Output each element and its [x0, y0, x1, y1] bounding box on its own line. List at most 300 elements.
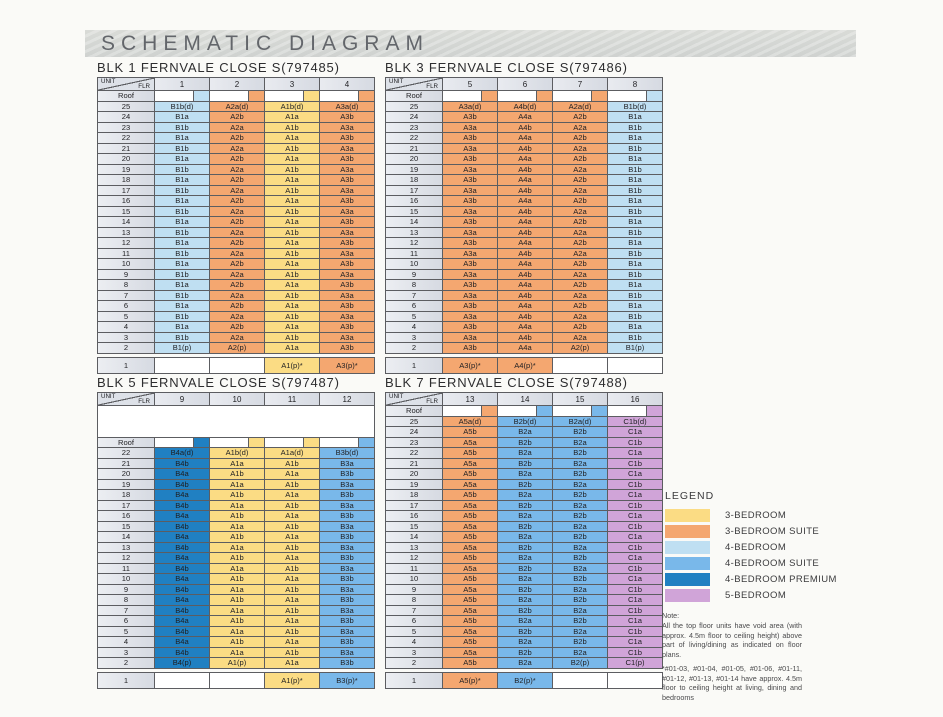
- unit-cell: A2a: [553, 207, 608, 218]
- unit-cell: A2a: [210, 270, 265, 281]
- floor-label: 25: [385, 417, 443, 428]
- unit-cell: A3b: [443, 175, 498, 186]
- legend-title: LEGEND: [665, 490, 715, 502]
- unit-cell: A1a: [265, 574, 320, 585]
- unit-cell: C1b: [608, 522, 663, 533]
- roof-cell: [155, 91, 210, 102]
- unit-cell: B2b: [553, 532, 608, 543]
- unit-cell: A2a: [553, 312, 608, 323]
- unit-cell: A2b: [210, 196, 265, 207]
- unit-cell: A1b: [210, 574, 265, 585]
- unit-cell: A4a: [498, 133, 553, 144]
- unit-cell: A1b: [210, 469, 265, 480]
- floor-label: 3: [385, 648, 443, 659]
- unit-cell: B1a: [608, 301, 663, 312]
- floor-label: 15: [385, 522, 443, 533]
- unit-cell: B2b: [498, 543, 553, 554]
- unit-cell: A1b: [265, 333, 320, 344]
- unit-cell: A2a: [210, 186, 265, 197]
- unit-cell: A4a: [498, 154, 553, 165]
- unit-cell: B1b(d): [155, 102, 210, 113]
- floor-label: 12: [97, 238, 155, 249]
- unit-cell: B4b: [155, 522, 210, 533]
- legend-label: 3-BEDROOM SUITE: [725, 526, 820, 537]
- unit-cell: A1b: [210, 490, 265, 501]
- unit-cell: B2b: [498, 480, 553, 491]
- unit-cell: A3b: [320, 238, 375, 249]
- unit-cell: B1b(d): [608, 102, 663, 113]
- roof-cell: [210, 438, 265, 449]
- unit-cell: B3b: [320, 532, 375, 543]
- floor-label: 2: [385, 343, 443, 354]
- floor-label: 4: [385, 322, 443, 333]
- unit-cell: A5a(d): [443, 417, 498, 428]
- unit-cell: C1(p): [608, 658, 663, 669]
- unit-cell: A5a: [443, 585, 498, 596]
- unit-cell: A1a: [210, 522, 265, 533]
- block-blk5: [97, 375, 375, 689]
- unit-cell: B4a: [155, 595, 210, 606]
- unit-cell: A1a: [210, 606, 265, 617]
- floor-label: 16: [97, 511, 155, 522]
- floor-label: 18: [97, 175, 155, 186]
- unit-cell: A5a: [443, 648, 498, 659]
- legend-swatch: [665, 589, 710, 602]
- unit-cell: A3a: [443, 186, 498, 197]
- floor-label: 5: [97, 627, 155, 638]
- unit-cell: A5b: [443, 553, 498, 564]
- legend-swatch: [665, 557, 710, 570]
- floor-label: 8: [385, 280, 443, 291]
- floor-label: 17: [97, 501, 155, 512]
- unit-cell: A2b: [553, 280, 608, 291]
- floor-label: 2: [385, 658, 443, 669]
- unit-cell: B1a: [155, 175, 210, 186]
- unit-cell: B1a: [608, 322, 663, 333]
- unit-cell: A3a: [443, 312, 498, 323]
- floor-label: 10: [385, 259, 443, 270]
- unit-header: 7: [553, 77, 608, 91]
- unit-cell: A1b: [210, 511, 265, 522]
- unit-cell: B3b: [320, 616, 375, 627]
- unit-cell: [608, 672, 663, 689]
- unit-cell: B2a: [553, 606, 608, 617]
- unit-cell: B2b: [498, 501, 553, 512]
- unit-cell: A2b: [553, 322, 608, 333]
- unit-cell: A4b: [498, 207, 553, 218]
- unit-cell: A1b: [265, 123, 320, 134]
- floor-label: 6: [97, 616, 155, 627]
- unit-cell: A1a: [210, 585, 265, 596]
- legend-label: 5-BEDROOM: [725, 590, 787, 601]
- unit-cell: A1b: [265, 144, 320, 155]
- unit-cell: A1a: [265, 133, 320, 144]
- unit-cell: A2a: [210, 312, 265, 323]
- unit-header: 8: [608, 77, 663, 91]
- unit-cell: A3a: [320, 165, 375, 176]
- unit-cell: C1a: [608, 427, 663, 438]
- unit-cell: A1b: [265, 270, 320, 281]
- roof-cell: [608, 91, 663, 102]
- unit-cell: A5b: [443, 658, 498, 669]
- legend-swatch: [665, 509, 710, 522]
- unit-cell: B1b: [155, 207, 210, 218]
- unit-cell: A5a: [443, 543, 498, 554]
- unit-cell: A4a: [498, 196, 553, 207]
- unit-cell: B2a: [498, 595, 553, 606]
- unit-cell: [210, 672, 265, 689]
- unit-cell: A4b: [498, 186, 553, 197]
- unit-cell: A3a: [320, 270, 375, 281]
- unit-cell: B1b: [608, 207, 663, 218]
- unit-cell: B2b: [553, 595, 608, 606]
- floor-label: 9: [97, 270, 155, 281]
- unit-cell: A3a: [320, 249, 375, 260]
- unit-flr-corner: [385, 392, 443, 406]
- unit-cell: B4a: [155, 469, 210, 480]
- floor-label: 3: [97, 333, 155, 344]
- unit-cell: C1b: [608, 438, 663, 449]
- floor-label: 6: [385, 616, 443, 627]
- unit-cell: B3b: [320, 658, 375, 669]
- floor-label: 3: [385, 333, 443, 344]
- unit-cell: B2a: [553, 501, 608, 512]
- unit-cell: B4b: [155, 543, 210, 554]
- unit-cell: A1a: [265, 322, 320, 333]
- floor-label: 22: [385, 448, 443, 459]
- unit-cell: A2b: [553, 154, 608, 165]
- unit-cell: B2a: [498, 658, 553, 669]
- unit-cell: A2a: [553, 249, 608, 260]
- block-blk7: [385, 375, 663, 689]
- unit-flr-corner: [385, 77, 443, 91]
- unit-cell: A4a: [498, 301, 553, 312]
- floor-label: 16: [385, 196, 443, 207]
- unit-cell: A4b: [498, 270, 553, 281]
- unit-cell: B2(p)*: [498, 672, 553, 689]
- floor-label: 9: [97, 585, 155, 596]
- unit-cell: B4b: [155, 627, 210, 638]
- unit-cell: A3b: [443, 322, 498, 333]
- floor-label: 2: [97, 343, 155, 354]
- legend-items: [665, 509, 837, 602]
- unit-cell: A1a: [265, 553, 320, 564]
- unit-cell: A5b: [443, 595, 498, 606]
- unit-cell: A1b: [265, 564, 320, 575]
- floor-label: 14: [385, 532, 443, 543]
- unit-cell: B1b: [608, 312, 663, 323]
- unit-cell: A2b: [210, 112, 265, 123]
- unit-cell: A1b: [265, 606, 320, 617]
- floor-label: 6: [97, 301, 155, 312]
- unit-cell: B3a: [320, 459, 375, 470]
- unit-label: UNIT: [101, 78, 116, 85]
- unit-cell: B4(p): [155, 658, 210, 669]
- unit-cell: B4a: [155, 553, 210, 564]
- unit-cell: A4b: [498, 165, 553, 176]
- floor-label: 7: [97, 606, 155, 617]
- unit-cell: A1b: [210, 553, 265, 564]
- unit-cell: B1b: [155, 228, 210, 239]
- unit-cell: A2b: [553, 217, 608, 228]
- unit-cell: A2a(d): [553, 102, 608, 113]
- unit-cell: A3b: [320, 175, 375, 186]
- roof-color-tab: [646, 406, 662, 416]
- unit-header: 11: [265, 392, 320, 406]
- unit-cell: A1b(d): [265, 102, 320, 113]
- unit-cell: A4a: [498, 112, 553, 123]
- unit-cell: A3a: [320, 312, 375, 323]
- floor-label: 14: [385, 217, 443, 228]
- unit-cell: B1a: [155, 259, 210, 270]
- roof-row-label: Roof: [385, 406, 443, 417]
- floor-label: 14: [97, 217, 155, 228]
- unit-cell: A3b: [443, 259, 498, 270]
- unit-cell: B1a: [608, 175, 663, 186]
- legend-label: 4-BEDROOM: [725, 542, 787, 553]
- unit-cell: A2a: [210, 228, 265, 239]
- unit-cell: B1b: [155, 249, 210, 260]
- unit-header: 4: [320, 77, 375, 91]
- unit-cell: B1b: [608, 333, 663, 344]
- unit-cell: B1b: [608, 186, 663, 197]
- unit-cell: A5a: [443, 480, 498, 491]
- unit-cell: B2a: [553, 585, 608, 596]
- floor-label: 22: [97, 448, 155, 459]
- unit-cell: A2a: [553, 186, 608, 197]
- unit-cell: [155, 672, 210, 689]
- unit-cell: A1b: [210, 595, 265, 606]
- unit-cell: B3b: [320, 595, 375, 606]
- unit-cell: A5(p)*: [443, 672, 498, 689]
- floor-label: 10: [385, 574, 443, 585]
- unit-cell: B2b: [498, 459, 553, 470]
- unit-cell: A1b: [265, 501, 320, 512]
- floor-label: 10: [97, 259, 155, 270]
- unit-cell: A1(p)*: [265, 357, 320, 374]
- unit-cell: B2b: [498, 438, 553, 449]
- floor-label: 15: [97, 522, 155, 533]
- roof-row-label: Roof: [97, 91, 155, 102]
- floor-label: 13: [385, 543, 443, 554]
- floor-label: 23: [385, 438, 443, 449]
- unit-header: 14: [498, 392, 553, 406]
- unit-cell: A3b: [443, 196, 498, 207]
- unit-cell: A1a: [210, 564, 265, 575]
- floor-label: 9: [385, 585, 443, 596]
- unit-label: UNIT: [101, 393, 116, 400]
- unit-cell: A1b: [210, 616, 265, 627]
- unit-cell: B1b: [608, 144, 663, 155]
- unit-cell: B2b: [553, 469, 608, 480]
- roof-cell: [498, 91, 553, 102]
- unit-cell: B3a: [320, 543, 375, 554]
- floor-label: 1: [97, 672, 155, 689]
- unit-cell: A3b: [320, 322, 375, 333]
- unit-cell: A2a: [553, 333, 608, 344]
- unit-cell: B2b: [498, 585, 553, 596]
- unit-cell: A1b: [265, 291, 320, 302]
- unit-cell: B1b: [155, 186, 210, 197]
- unit-cell: A1a: [210, 627, 265, 638]
- floor-label: 22: [97, 133, 155, 144]
- unit-cell: A3a: [320, 228, 375, 239]
- unit-cell: A1b: [265, 480, 320, 491]
- unit-cell: B3b: [320, 490, 375, 501]
- unit-cell: C1a: [608, 616, 663, 627]
- roof-color-tab: [591, 91, 607, 101]
- unit-cell: A1b: [265, 207, 320, 218]
- unit-cell: A4b: [498, 144, 553, 155]
- roof-color-tab: [303, 438, 319, 448]
- unit-cell: B3(p)*: [320, 672, 375, 689]
- unit-cell: C1a: [608, 511, 663, 522]
- unit-cell: A1a: [210, 459, 265, 470]
- floor-label: 6: [385, 301, 443, 312]
- unit-header: 9: [155, 392, 210, 406]
- unit-cell: B2a: [498, 532, 553, 543]
- unit-cell: A1a: [265, 658, 320, 669]
- unit-cell: B3b(d): [320, 448, 375, 459]
- roof-row-label: Roof: [97, 438, 155, 449]
- unit-cell: A1(p)*: [265, 672, 320, 689]
- unit-cell: B4b: [155, 648, 210, 659]
- unit-cell: B1a: [155, 280, 210, 291]
- unit-cell: A1a: [210, 543, 265, 554]
- floor-label: 1: [97, 357, 155, 374]
- unit-cell: B1(p): [155, 343, 210, 354]
- unit-cell: C1b: [608, 564, 663, 575]
- legend-item: [665, 573, 837, 586]
- unit-cell: B4a: [155, 637, 210, 648]
- legend: [665, 490, 837, 605]
- floor-label: 12: [385, 553, 443, 564]
- unit-cell: B4a(d): [155, 448, 210, 459]
- unit-cell: B1a: [155, 196, 210, 207]
- unit-cell: B1a: [608, 217, 663, 228]
- unit-cell: A2b: [210, 259, 265, 270]
- floor-label: 1: [385, 357, 443, 374]
- unit-cell: B3a: [320, 648, 375, 659]
- unit-header: 1: [155, 77, 210, 91]
- unit-cell: A3a: [320, 333, 375, 344]
- unit-cell: B1b: [155, 333, 210, 344]
- unit-cell: B1b: [608, 249, 663, 260]
- unit-cell: B2a: [498, 427, 553, 438]
- floor-label: 7: [385, 291, 443, 302]
- unit-header: 5: [443, 77, 498, 91]
- unit-cell: A1a: [265, 280, 320, 291]
- unit-flr-corner: [97, 392, 155, 406]
- roof-cell: [320, 438, 375, 449]
- unit-cell: A1b: [265, 186, 320, 197]
- unit-cell: A2b: [553, 238, 608, 249]
- unit-cell: C1a: [608, 574, 663, 585]
- roof-cell: [265, 438, 320, 449]
- roof-color-tab: [248, 438, 264, 448]
- floor-label: 18: [385, 175, 443, 186]
- unit-header: 13: [443, 392, 498, 406]
- floor-label: 17: [97, 186, 155, 197]
- unit-cell: A2a: [553, 270, 608, 281]
- unit-cell: A3a(d): [320, 102, 375, 113]
- floor-label: 4: [385, 637, 443, 648]
- floor-label: 20: [385, 154, 443, 165]
- unit-cell: A2b: [210, 133, 265, 144]
- unit-cell: A5b: [443, 427, 498, 438]
- unit-cell: A2a(d): [210, 102, 265, 113]
- unit-header: 2: [210, 77, 265, 91]
- unit-cell: B4b: [155, 585, 210, 596]
- unit-cell: B1b: [608, 270, 663, 281]
- unit-cell: A3a: [320, 291, 375, 302]
- floor-label: 20: [97, 154, 155, 165]
- unit-cell: A2b: [553, 301, 608, 312]
- floor-label: 5: [385, 312, 443, 323]
- roof-cell: [608, 406, 663, 417]
- flr-label: FLR: [426, 398, 438, 405]
- legend-label: 4-BEDROOM SUITE: [725, 558, 820, 569]
- unit-cell: B1a: [155, 133, 210, 144]
- unit-cell: B2a: [498, 574, 553, 585]
- unit-cell: B1a: [155, 217, 210, 228]
- unit-cell: A3b: [320, 112, 375, 123]
- unit-cell: B3a: [320, 606, 375, 617]
- unit-cell: A2a: [210, 144, 265, 155]
- floor-label: 5: [97, 312, 155, 323]
- unit-cell: C1a: [608, 490, 663, 501]
- unit-cell: B2b: [553, 448, 608, 459]
- floor-label: 19: [97, 165, 155, 176]
- unit-cell: A1a: [210, 501, 265, 512]
- unit-cell: B3b: [320, 511, 375, 522]
- block-title: BLK 5 FERNVALE CLOSE S(797487): [97, 375, 340, 390]
- unit-cell: B3a: [320, 522, 375, 533]
- roof-color-tab: [193, 91, 209, 101]
- floor-label: 1: [385, 672, 443, 689]
- unit-cell: A5b: [443, 532, 498, 543]
- flr-label: FLR: [138, 83, 150, 90]
- unit-cell: A2(p): [210, 343, 265, 354]
- unit-cell: A1b: [265, 522, 320, 533]
- unit-cell: B4b: [155, 480, 210, 491]
- unit-cell: B2b: [498, 627, 553, 638]
- unit-cell: A2b: [553, 259, 608, 270]
- unit-cell: A4a: [498, 322, 553, 333]
- unit-cell: A5a: [443, 459, 498, 470]
- unit-cell: B4b: [155, 501, 210, 512]
- unit-cell: C1b: [608, 543, 663, 554]
- legend-swatch: [665, 541, 710, 554]
- block-title: BLK 1 FERNVALE CLOSE S(797485): [97, 60, 340, 75]
- unit-cell: B2a: [498, 553, 553, 564]
- unit-cell: A1a: [265, 217, 320, 228]
- unit-cell: B2b: [498, 648, 553, 659]
- floor-label: 21: [385, 144, 443, 155]
- note-paragraph: All the top floor units have void area (with approx. 4.5m floor to ceiling height) above part of living/dining as indicated on floor plans.: [662, 621, 802, 659]
- flr-label: FLR: [138, 398, 150, 405]
- unit-cell: B1a: [608, 133, 663, 144]
- floor-label: 18: [385, 490, 443, 501]
- note-paragraph: *#01-03, #01-04, #01-05, #01-06, #01-11, #01-12, #01-13, #01-14 have approx. 4.5m floor to ceiling height at living, dining and bedrooms: [662, 664, 802, 702]
- unit-cell: A3b: [443, 301, 498, 312]
- unit-cell: B3a: [320, 564, 375, 575]
- floor-label: 24: [385, 112, 443, 123]
- unit-cell: C1b: [608, 480, 663, 491]
- unit-cell: A3b: [320, 196, 375, 207]
- unit-cell: A1b: [265, 228, 320, 239]
- roof-color-tab: [481, 91, 497, 101]
